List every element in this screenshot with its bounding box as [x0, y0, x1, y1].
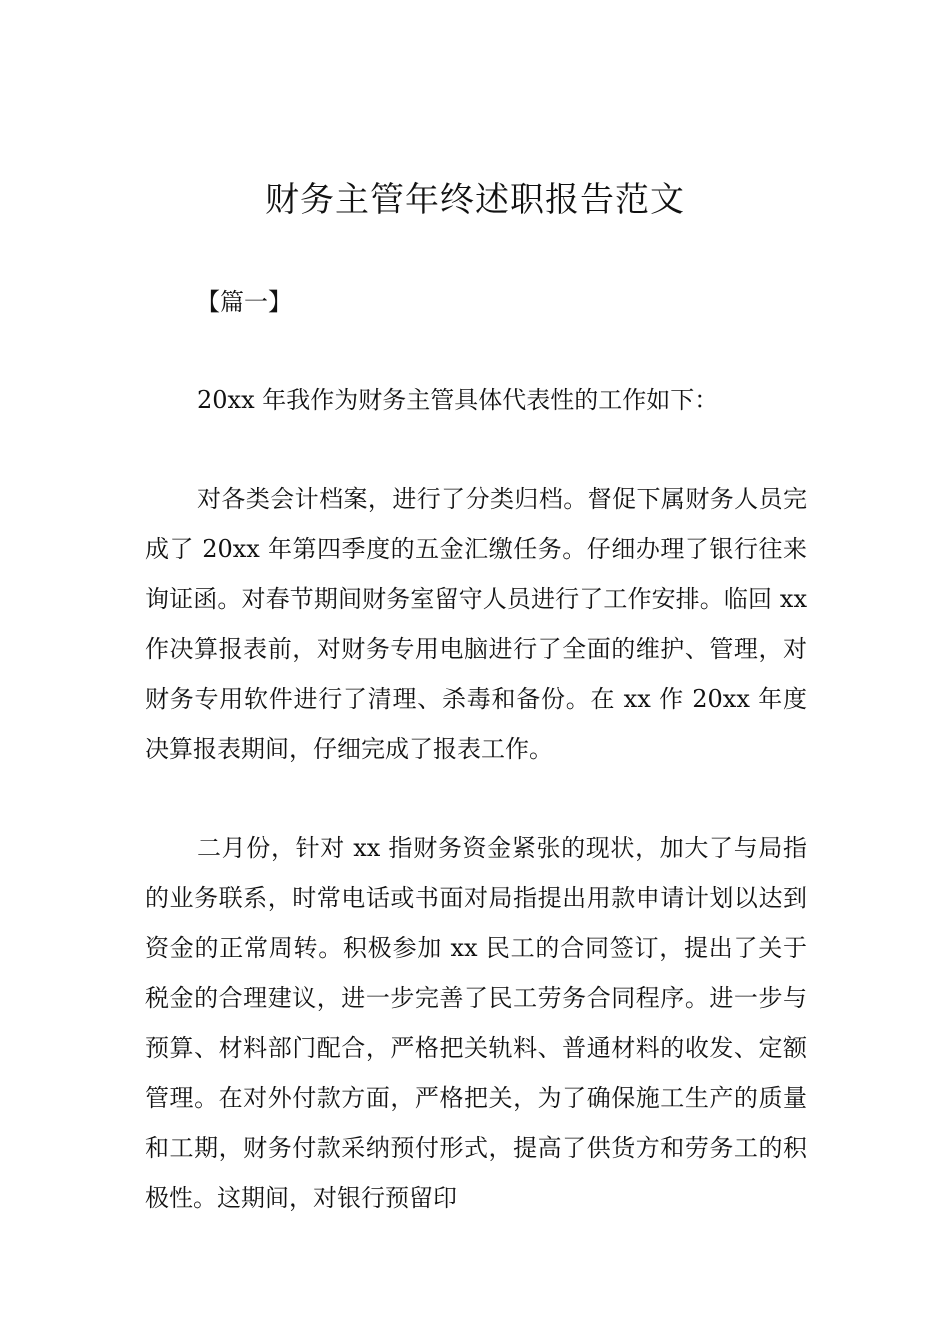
document-title: 财务主管年终述职报告范文: [265, 180, 685, 220]
intro-paragraph: 20xx 年我作为财务主管具体代表性的工作如下：: [197, 386, 719, 414]
paragraph-1: 对各类会计档案，进行了分类归档。督促下属财务人员完成了 20xx 年第四季度的五金汇缴任务。仔细办理了银行往来询证函。对春节期间财务室留守人员进行了工作安排。临回 xx 作决算报表前，对财务专用电脑进行了全面的维护、管理，对财务专用软件进行了清理、杀毒和备份。在 xx 作 20xx 年度决算报表期间，仔细完成了报表工作。: [145, 485, 807, 763]
paragraph-2: 二月份，针对 xx 指财务资金紧张的现状，加大了与局指的业务联系，时常电话或书面对局指提出用款申请计划以达到资金的正常周转。积极参加 xx 民工的合同签订，提出了关于税金的合理建议，进一步完善了民工劳务合同程序。进一步与预算、材料部门配合，严格把关轨料、普通材料的收发、定额管理。在对外付款方面，严格把关，为了确保施工生产的质量和工期，财务付款采纳预付形式，提高了供货方和劳务工的积极性。这期间，对银行预留印: [145, 834, 807, 1212]
section-heading: 【篇一】: [196, 288, 292, 316]
